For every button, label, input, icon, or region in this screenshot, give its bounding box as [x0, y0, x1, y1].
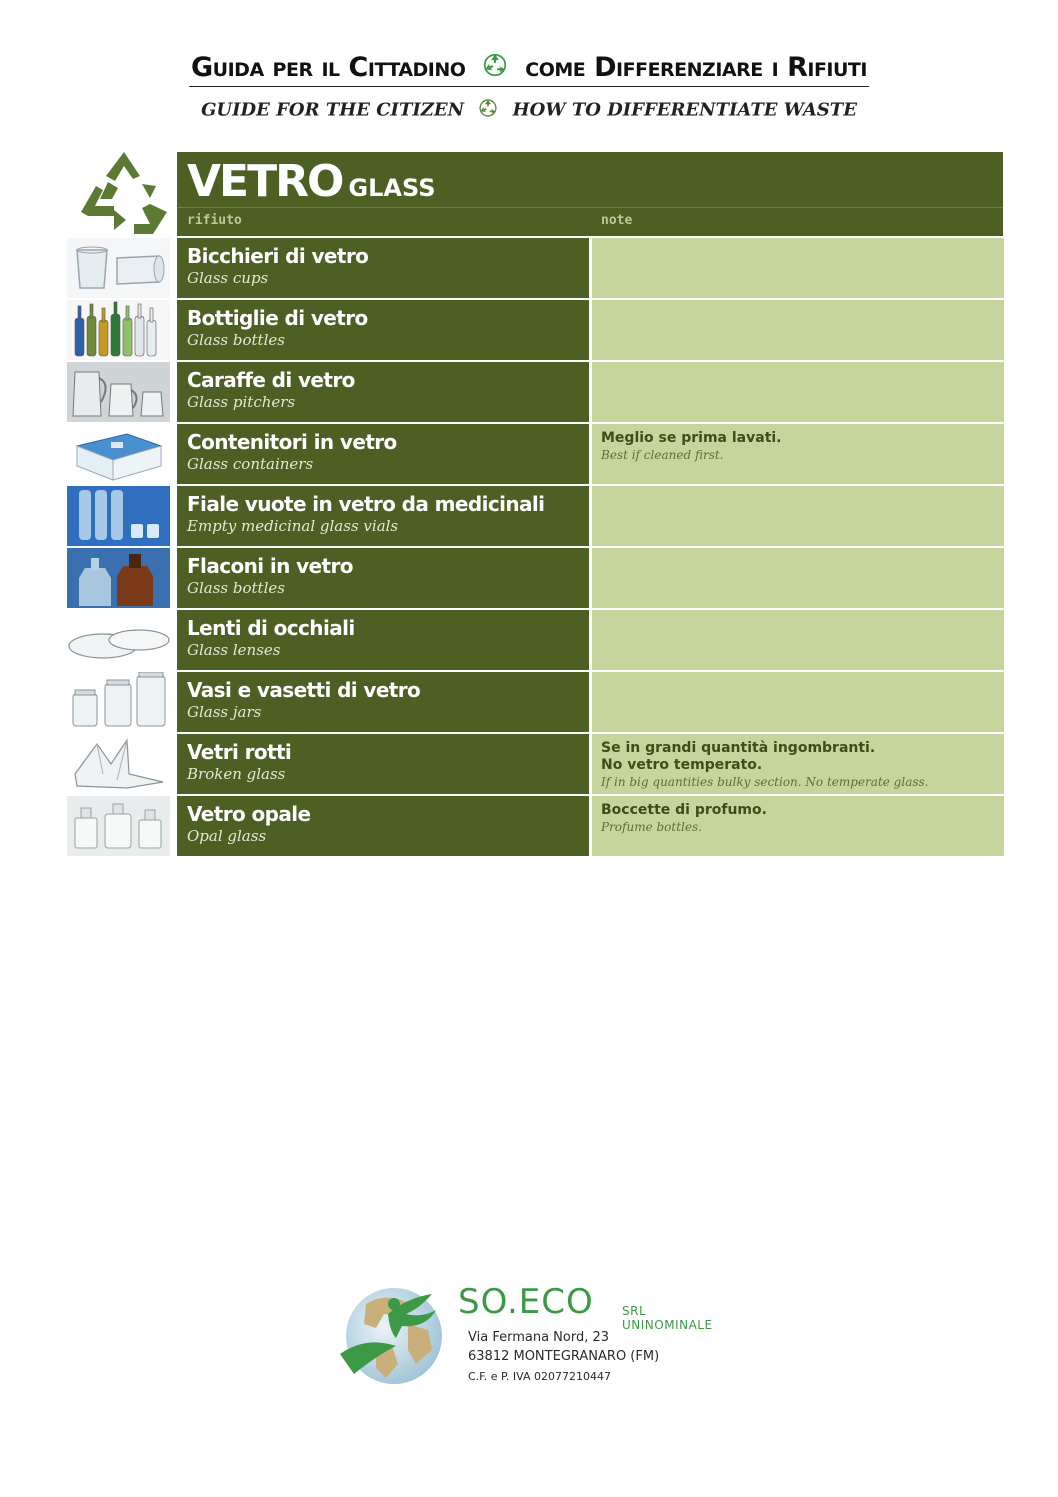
item-name: Vetro opale — [187, 802, 311, 826]
page-subtitle-part-1: GUIDE FOR THE CITIZEN — [201, 99, 465, 121]
medicinal-vials-image — [67, 486, 170, 546]
item-name: Fiale vuote in vetro da medicinali — [187, 492, 545, 516]
note-it: Boccette di profumo. — [601, 802, 767, 818]
glass-flasks-image — [67, 548, 170, 608]
item-cell — [177, 238, 589, 298]
item-cell — [177, 548, 589, 608]
waste-item-row — [67, 796, 1004, 856]
recycle-icon — [478, 98, 498, 123]
recycle-icon — [482, 52, 508, 85]
glass-containers-image — [67, 424, 170, 484]
note-cell — [592, 734, 1004, 794]
page-subtitle — [0, 98, 1058, 123]
page-title-part-2: come Differenziare i Rifiuti — [525, 52, 867, 83]
waste-item-row — [67, 300, 1004, 360]
item-name-en: Glass pitchers — [187, 393, 296, 411]
waste-item-row — [67, 424, 1004, 484]
glass-jars-image — [67, 672, 170, 732]
note-it-2: No vetro temperato. — [601, 757, 763, 773]
waste-item-row — [67, 610, 1004, 670]
tax-id: C.F. e P. IVA 02077210447 — [468, 1370, 611, 1383]
company-logo — [336, 1282, 736, 1392]
page-subtitle-part-2: HOW TO DIFFERENTIATE WASTE — [512, 99, 857, 121]
item-name: Vasi e vasetti di vetro — [187, 678, 421, 702]
note-en: If in big quantities bulky section. No temperate glass. — [601, 775, 929, 789]
note-cell — [592, 796, 1004, 856]
note-cell — [592, 548, 1004, 608]
address-line-1: Via Fermana Nord, 23 — [468, 1330, 610, 1345]
section-header — [177, 152, 1003, 236]
waste-item-row — [67, 548, 1004, 608]
item-name-en: Broken glass — [187, 765, 286, 783]
item-cell — [177, 362, 589, 422]
waste-item-row — [67, 486, 1004, 546]
column-label-note: note — [601, 213, 633, 228]
item-name: Contenitori in vetro — [187, 430, 397, 454]
note-cell — [592, 238, 1004, 298]
item-name-en: Glass cups — [187, 269, 269, 287]
waste-item-row — [67, 238, 1004, 298]
item-name-en: Glass lenses — [187, 641, 281, 659]
globe-runner-icon — [336, 1284, 448, 1388]
note-cell — [592, 300, 1004, 360]
item-name-en: Glass jars — [187, 703, 262, 721]
page-title — [0, 52, 1058, 87]
note-it: Se in grandi quantità ingombranti. — [601, 740, 876, 756]
opal-glass-image — [67, 796, 170, 856]
item-cell — [177, 796, 589, 856]
large-recycle-icon — [78, 150, 170, 234]
waste-item-row — [67, 672, 1004, 732]
item-name: Flaconi in vetro — [187, 554, 353, 578]
item-cell — [177, 486, 589, 546]
item-cell — [177, 734, 589, 794]
item-name-en: Glass bottles — [187, 579, 285, 597]
item-name-en: Glass bottles — [187, 331, 285, 349]
brand-suffix: SRL UNINOMINALE — [622, 1304, 713, 1332]
item-name-en: Opal glass — [187, 827, 267, 845]
item-name-en: Glass containers — [187, 455, 314, 473]
note-cell — [592, 486, 1004, 546]
item-cell — [177, 672, 589, 732]
note-cell — [592, 610, 1004, 670]
glass-lenses-image — [67, 610, 170, 670]
item-cell — [177, 424, 589, 484]
note-cell — [592, 424, 1004, 484]
note-cell — [592, 362, 1004, 422]
note-en: Best if cleaned first. — [601, 448, 724, 462]
header-divider — [177, 207, 1003, 208]
item-name: Lenti di occhiali — [187, 616, 355, 640]
section-title — [187, 156, 435, 207]
broken-glass-image — [67, 734, 170, 794]
glass-cups-image — [67, 238, 170, 298]
address-line-2: 63812 MONTEGRANARO (FM) — [468, 1349, 660, 1364]
page-title-part-1: Guida per il Cittadino — [191, 52, 466, 83]
waste-item-row — [67, 734, 1004, 794]
section-title-en: GLASS — [348, 174, 436, 202]
column-label-item: rifiuto — [187, 213, 242, 228]
item-name-en: Empty medicinal glass vials — [187, 517, 399, 535]
glass-pitchers-image — [67, 362, 170, 422]
section-title-it: VETRO — [187, 156, 343, 207]
note-en: Profume bottles. — [601, 820, 702, 834]
item-name: Caraffe di vetro — [187, 368, 355, 392]
item-name: Bicchieri di vetro — [187, 244, 369, 268]
note-it: Meglio se prima lavati. — [601, 430, 782, 446]
item-cell — [177, 610, 589, 670]
waste-item-row — [67, 362, 1004, 422]
brand-name: SO.ECO — [458, 1282, 594, 1322]
glass-bottles-image — [67, 300, 170, 360]
note-cell — [592, 672, 1004, 732]
item-cell — [177, 300, 589, 360]
item-name: Bottiglie di vetro — [187, 306, 368, 330]
item-name: Vetri rotti — [187, 740, 292, 764]
